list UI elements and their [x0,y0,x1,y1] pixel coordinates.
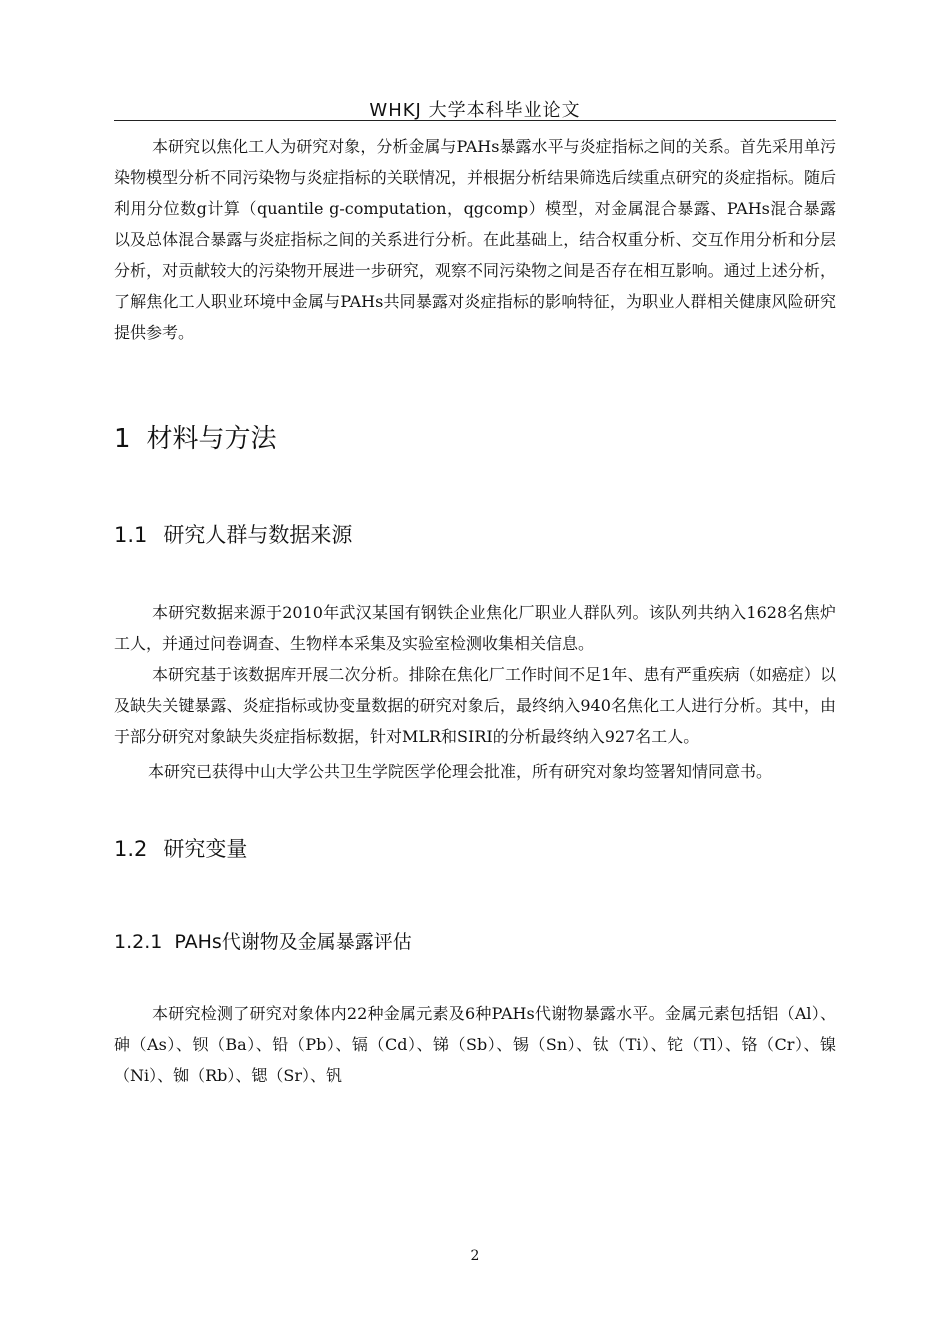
paragraph-study-population: 本研究基于该数据库开展二次分析。排除在焦化厂工作时间不足1年、患有严重疾病（如癌症）以及缺失关键暴露、炎症指标或协变量数据的研究对象后，最终纳入940名焦化工人进行分析。其中，由于部分研究对象缺失炎症指标数据，针对MLR和SIRI的分析最终纳入927名工人。 [114,665,836,746]
section-title: PAHs代谢物及金属暴露评估 [174,931,412,953]
section-heading-1-2 [114,833,836,863]
section-title: 研究变量 [163,837,248,861]
page-number: 2 [470,1248,480,1264]
section-number: 1.2 [114,837,148,861]
header-rule [114,120,836,121]
intro-paragraph: 本研究以焦化工人为研究对象，分析金属与PAHs暴露水平与炎症指标之间的关系。首先采用单污染物模型分析不同污染物与炎症指标的关联情况，并根据分析结果筛选后续重点研究的炎症指标。随后利用分位数g计算（quantile g-computation，qgcomp）模型，对金属混合暴露、PAHs混合暴露以及总体混合暴露与炎症指标之间的关系进行分析。在此基础上，结合权重分析、交互作用分析和分层分析，对贡献较大的污染物开展进一步研究，观察不同污染物之间是否存在相互影响。通过上述分析，了解焦化工人职业环境中金属与PAHs共同暴露对炎症指标的影响特征，为职业人群相关健康风险研究提供参考。 [114,137,836,342]
section-title: 材料与方法 [146,424,277,454]
paragraph-ethics: 本研究已获得中山大学公共卫生学院医学伦理会批准，所有研究对象均签署知情同意书。 [148,762,773,781]
page-content [114,131,836,1091]
section-number: 1.2.1 [114,931,163,953]
section-number: 1.1 [114,523,148,547]
section-heading-1 [114,418,836,455]
paragraph-exposure-assessment: 本研究检测了研究对象体内22种金属元素及6种PAHs代谢物暴露水平。金属元素包括铝（Al）、砷（As）、钡（Ba）、铅（Pb）、镉（Cd）、锑（Sb）、锡（Sn）、钛（Ti）、铊（Tl）、铬（Cr）、镍（Ni）、铷（Rb）、锶（Sr）、钒 [114,1004,836,1085]
running-header: WHKJ 大学本科毕业论文 [369,100,581,121]
section-title: 研究人群与数据来源 [163,523,353,547]
section-heading-1-2-1 [114,927,836,954]
paragraph-data-source: 本研究数据来源于2010年武汉某国有钢铁企业焦化厂职业人群队列。该队列共纳入1628名焦炉工人，并通过问卷调查、生物样本采集及实验室检测收集相关信息。 [114,603,836,653]
section-number: 1 [114,424,131,454]
section-1-1-body [114,597,836,787]
section-heading-1-1 [114,519,836,549]
